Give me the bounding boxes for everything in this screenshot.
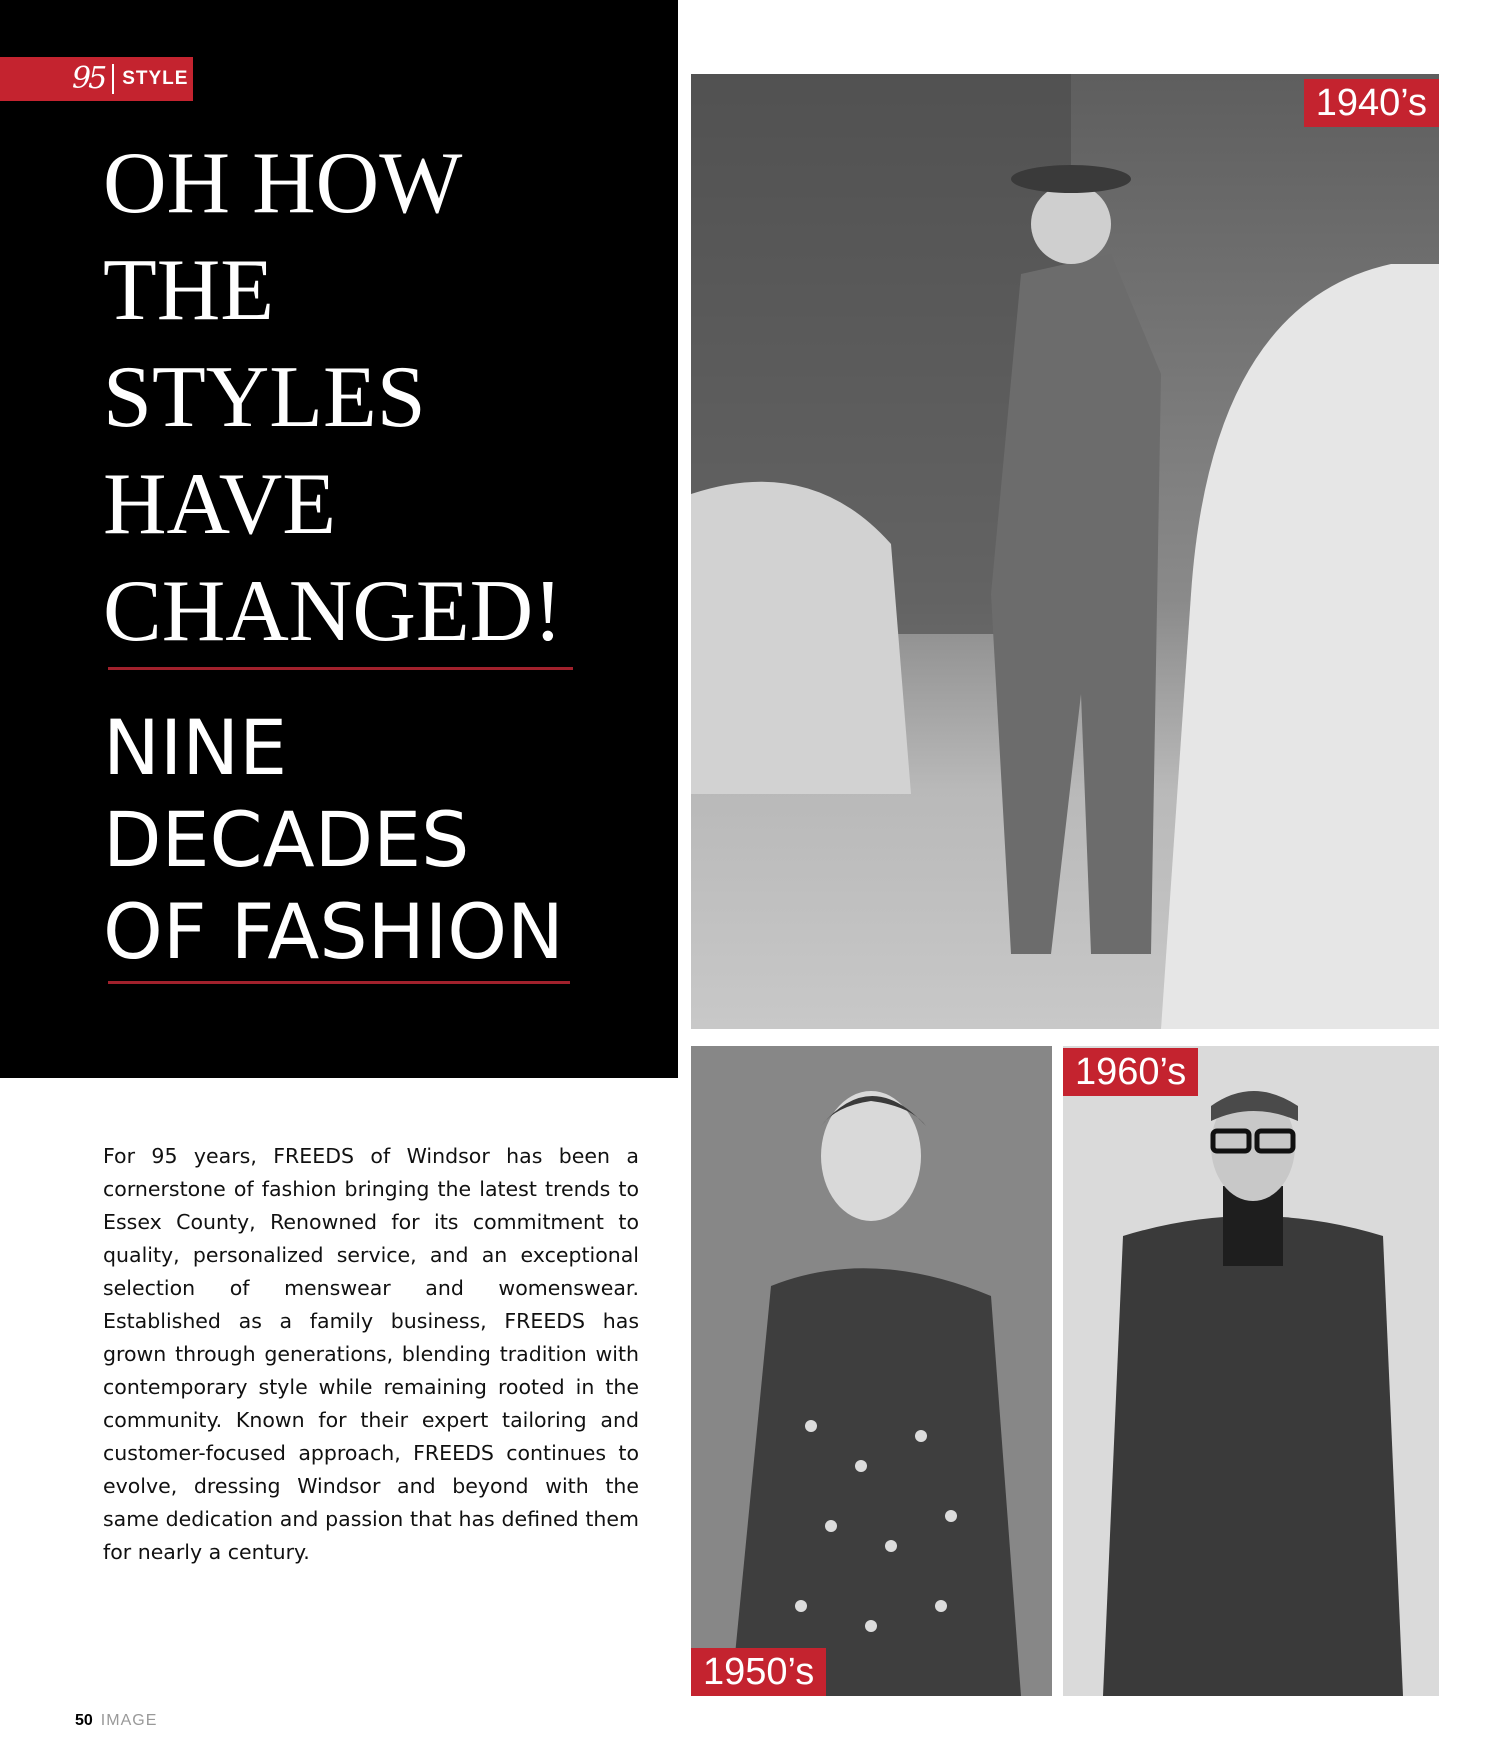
headline-line: HAVE [103, 456, 337, 553]
photo-1950s-image [691, 1046, 1052, 1696]
divider-rule [108, 667, 573, 670]
page-footer [75, 1712, 157, 1730]
headline-line: STYLES [103, 349, 426, 446]
photo-1950s-woman-polka-dress [691, 1046, 1052, 1696]
decade-label-1940s: 1940’s [1304, 79, 1439, 127]
page-number: 50 [75, 1712, 93, 1729]
publication-name: IMAGE [100, 1712, 158, 1729]
decade-label-1960s: 1960’s [1063, 1048, 1198, 1096]
photo-1940s-man-with-taxi [691, 74, 1439, 1029]
section-number: 95 [72, 61, 105, 96]
section-tag [0, 57, 193, 101]
subheading [103, 702, 564, 978]
photo-1960s-image [1063, 1046, 1439, 1696]
photo-1940s-image [691, 74, 1439, 1029]
headline-line: CHANGED! [103, 563, 563, 660]
article-body: For 95 years, FREEDS of Windsor has been a cornerstone of fashion bringing the latest trends to Essex County, Renowned for its commitment to quality, personalized service, and an exceptional selection of menswear and womenswear. Established as a family business, FREEDS has grown through generations, blending tradition with contemporary style while remaining rooted in the community. Known for their expert tailoring and customer-focused approach, FREEDS continues to evolve, dressing Windsor and beyond with the same dedication and passion that has defined them for nearly a century. [103, 1144, 639, 1564]
headline [103, 130, 563, 665]
tag-divider [112, 64, 114, 94]
section-label: STYLE [122, 68, 189, 89]
headline-line: OH HOW [103, 135, 463, 232]
subheading-line: OF FASHION [103, 887, 564, 976]
subheading-line: NINE [103, 703, 288, 792]
headline-line: THE [103, 242, 275, 339]
decade-label-1950s: 1950’s [691, 1648, 826, 1696]
photo-1960s-man-turtleneck [1063, 1046, 1439, 1696]
divider-rule [108, 981, 570, 984]
subheading-line: DECADES [103, 795, 470, 884]
